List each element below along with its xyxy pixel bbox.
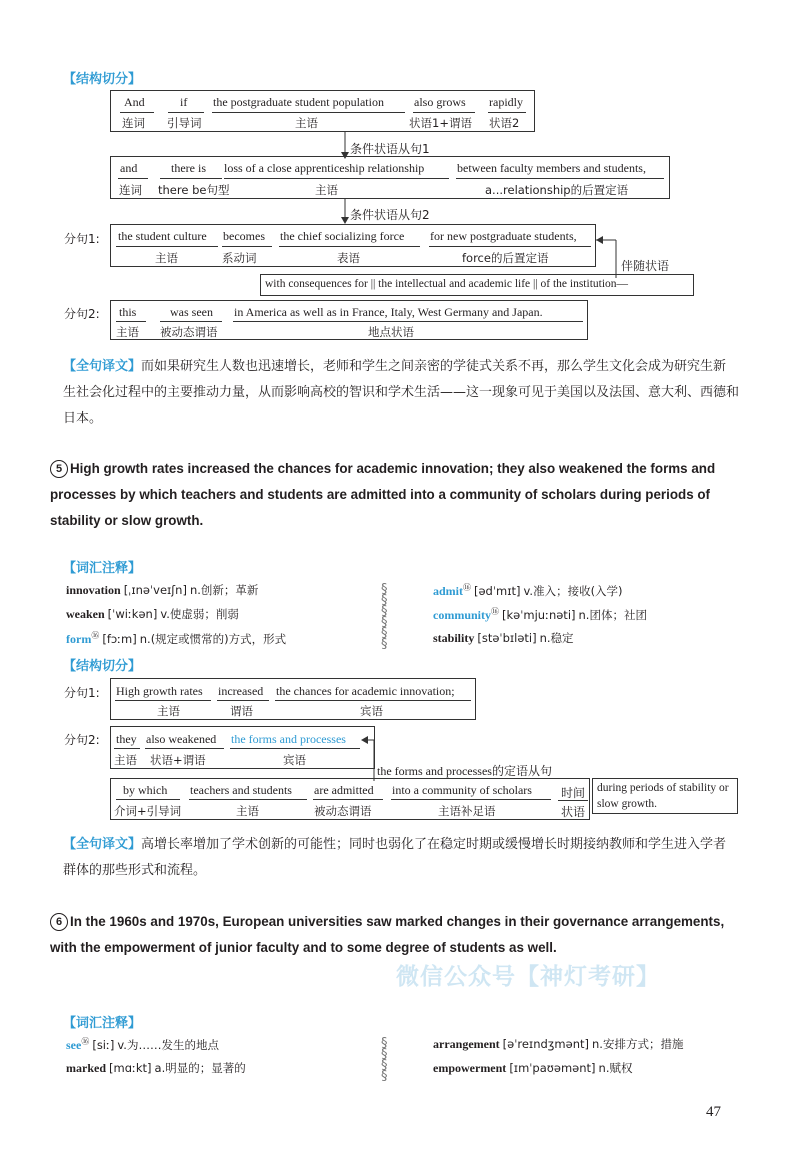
s4-b1-cn-3: 主语 <box>295 116 318 130</box>
s5-b1-underline <box>217 700 269 701</box>
s4-b4-en-3: in America as well as in France, Italy, West Germany and Japan. <box>234 305 543 319</box>
vocab-tag-s6: 【词汇注释】 <box>63 1016 142 1031</box>
s5-clause1-label: 分句1: <box>64 686 100 700</box>
s5-attr-label: the forms and processes的定语从句 <box>377 764 552 778</box>
vocab-phonetic: [ˈwiːkən] <box>107 607 158 621</box>
s4-b3-underline <box>222 246 272 247</box>
s4-b1-underline <box>413 112 475 113</box>
s4-b1-cn-5: 状语2 <box>489 116 520 130</box>
s4-b2-en-2: there is <box>171 161 206 175</box>
vocab-phonetic: [ˌɪnəˈveɪʃn] <box>123 583 187 597</box>
s4-b1-en-1: And <box>124 95 145 109</box>
s5-translation-paragraph <box>63 832 739 884</box>
s4-b1-en-4: also grows <box>414 95 466 109</box>
s4-accompany-label: 伴随状语 <box>621 259 670 273</box>
s5-b3-cn-3: 被动态谓语 <box>314 804 372 818</box>
s4-translation-paragraph <box>63 354 739 432</box>
s4-consequences-text: with consequences for || the intellectual and academic life || of the institution— <box>265 278 629 290</box>
s4-b2-cn-1: 连词 <box>119 183 142 197</box>
vocab-word: arrangement <box>433 1037 500 1051</box>
vocab-meaning: n.安排方式；措施 <box>592 1037 684 1051</box>
s4-b3-en-2: becomes <box>223 229 265 243</box>
s4-b1-cn-2: 引导词 <box>167 116 202 130</box>
vocab-word: stability <box>433 631 475 645</box>
s5-b1-cn-1: 主语 <box>157 704 180 718</box>
vocab-word: marked <box>66 1061 106 1075</box>
s5-clause2-label: 分句2: <box>64 733 100 747</box>
s5-vocab-form <box>66 630 286 647</box>
s4-b1-cn-1: 连词 <box>122 116 145 130</box>
s4-translation-text: 而如果研究生人数也迅速增长，老师和学生之间亲密的学徒式关系不再，那么学生文化会成为研究生新生社会化过程中的主要推动力量，从而影响高校的智识和学术生活——这一现象可见于美国以及法国、意大利、西德和日本。 <box>63 359 740 426</box>
s4-b3-underline <box>279 246 420 247</box>
s4-b3-cn-3: 表语 <box>337 251 360 265</box>
s5-b3-en-1: by which <box>123 783 168 797</box>
s5-time-label: 时间 <box>561 786 586 800</box>
s5-b1-cn-3: 宾语 <box>360 704 383 718</box>
s4-b3-cn-1: 主语 <box>155 251 178 265</box>
structure-tag-s4: 【结构切分】 <box>63 72 142 87</box>
s4-b1-underline <box>488 112 526 113</box>
s5-b1-en-3: the chances for academic innovation; <box>276 684 455 698</box>
s5-during-text: during periods of stability or slow growth. <box>597 782 729 810</box>
s4-b4-underline <box>116 321 146 322</box>
structure-tag-s5: 【结构切分】 <box>63 659 142 674</box>
s5-b3-cn-1: 介词+引导词 <box>114 804 182 818</box>
s5-b2-en-1: they <box>116 732 137 746</box>
s5-b2-underline <box>114 748 140 749</box>
s5-b1-cn-2: 谓语 <box>230 704 253 718</box>
s4-b1-en-2: if <box>180 95 188 109</box>
s5-b3-en-4: into a community of scholars <box>392 783 532 797</box>
s6-sentence-paragraph <box>50 909 740 961</box>
s5-time-underline <box>558 800 588 801</box>
s4-b2-en-4: between faculty members and students, <box>457 161 646 175</box>
vocab-phonetic: [mɑːkt] <box>109 1061 152 1075</box>
s5-b2-en-2: also weakened <box>146 732 217 746</box>
s4-b2-underline <box>224 178 449 179</box>
s5-b3-en-3: are admitted <box>314 783 374 797</box>
s5-b3-cn-4: 主语补足语 <box>438 804 496 818</box>
s5-sentence-paragraph <box>50 456 740 534</box>
s4-b2-underline <box>456 178 664 179</box>
s5-sentence-text: High growth rates increased the chances for academic innovation; they also weakened the forms and processes by which teachers and students are admitted into a community of scholars during periods of stability or slow growth. <box>50 461 716 528</box>
vocab-phonetic: [ɪmˈpaʊəmənt] <box>509 1061 596 1075</box>
s6-number: 6 <box>50 913 68 931</box>
s4-b4-en-1: this <box>119 305 137 319</box>
s4-b3-cn-2: 系动词 <box>222 251 257 265</box>
s4-b2-cn-3: 主语 <box>315 183 338 197</box>
s6-sentence-text: In the 1960s and 1970s, European universities saw marked changes in their governance arrangements, with the empowerment of junior faculty and to some degree of students as well. <box>50 914 725 955</box>
vocab-meaning: n.稳定 <box>539 631 574 645</box>
vocab-word: form <box>66 632 92 646</box>
s5-b3-underline <box>313 799 383 800</box>
vocab-divider: § § § § § § <box>381 582 388 652</box>
watermark: 微信公众号【神灯考研】 <box>396 964 660 990</box>
s4-b4-cn-3: 地点状语 <box>368 325 414 339</box>
s5-b1-underline <box>275 700 471 701</box>
s4-b2-en-1: and <box>120 161 138 175</box>
s6-vocab-arrangement <box>433 1036 683 1052</box>
s5-vocab-innovation <box>66 582 258 598</box>
s5-b2-cn-1: 主语 <box>114 753 137 767</box>
vocab-meaning: v.准入；接收(入学) <box>523 584 623 598</box>
vocab-meaning: a.明显的；显著的 <box>154 1061 246 1075</box>
vocab-meaning: v.使虚弱；削弱 <box>160 607 239 621</box>
s4-clause1-label: 分句1: <box>64 232 100 246</box>
vocab-meaning: n.赋权 <box>598 1061 633 1075</box>
vocab-word: empowerment <box>433 1061 507 1075</box>
vocab-sup: ⑯ <box>463 583 471 592</box>
s4-b3-en-1: the student culture <box>118 229 207 243</box>
s4-b2-underline <box>160 178 222 179</box>
s4-b3-cn-4: force的后置定语 <box>462 251 549 265</box>
s5-b2-cn-2: 状语+谓语 <box>150 753 206 767</box>
s6-vocab-marked <box>66 1060 246 1076</box>
s5-b1-en-2: increased <box>218 684 264 698</box>
s5-b1-en-1: High growth rates <box>116 684 203 698</box>
s5-b2-underline <box>145 748 224 749</box>
s4-b2-cn-4: a...relationship的后置定语 <box>485 183 629 197</box>
s5-b2-underline <box>230 748 360 749</box>
s5-number: 5 <box>50 460 68 478</box>
vocab-meaning: n.团体；社团 <box>578 608 647 622</box>
s4-b3-underline <box>116 246 218 247</box>
s4-b3-en-4: for new postgraduate students, <box>430 229 577 243</box>
s4-b2-cn-2: there be句型 <box>158 183 230 197</box>
page-number: 47 <box>706 1104 721 1120</box>
s5-vocab-weaken <box>66 606 239 622</box>
vocab-phonetic: [əˈreɪndʒmənt] <box>502 1037 589 1051</box>
s4-arrow-1-label: 条件状语从句1 <box>350 142 430 156</box>
s6-vocab-see <box>66 1036 219 1053</box>
vocab-tag-s5: 【词汇注释】 <box>63 561 142 576</box>
s4-translation-tag: 【全句译文】 <box>63 359 142 374</box>
s4-b3-en-3: the chief socializing force <box>280 229 405 243</box>
s5-b3-cn-2: 主语 <box>236 804 259 818</box>
s4-b1-cn-4: 状语1+谓语 <box>409 116 472 130</box>
vocab-word: weaken <box>66 607 105 621</box>
s4-b1-underline <box>120 112 154 113</box>
vocab-phonetic: [fɔːm] <box>102 632 137 646</box>
s5-vocab-stability <box>433 630 574 646</box>
vocab-meaning: v.为……发生的地点 <box>117 1038 219 1052</box>
s5-adv-label: 状语 <box>561 805 586 819</box>
s5-vocab-community <box>433 606 647 623</box>
s4-b4-en-2: was seen <box>170 305 213 319</box>
s4-b1-en-5: rapidly <box>489 95 523 109</box>
s4-b2-en-3: loss of a close apprenticeship relationship <box>224 161 425 175</box>
s6-vocab-empowerment <box>433 1060 632 1076</box>
s4-b2-underline <box>118 178 148 179</box>
vocab-word: community <box>433 608 491 622</box>
s5-b3-underline <box>189 799 307 800</box>
vocab-phonetic: [kəˈmjuːnəti] <box>502 608 576 622</box>
s5-b2-en-3: the forms and processes <box>231 732 346 746</box>
vocab-meaning: n.创新；革新 <box>189 583 259 597</box>
s4-b1-underline <box>212 112 405 113</box>
s4-b4-cn-2: 被动态谓语 <box>160 325 218 339</box>
s4-clause2-label: 分句2: <box>64 307 100 321</box>
s5-b1-underline <box>115 700 211 701</box>
s5-translation-text: 高增长率增加了学术创新的可能性；同时也弱化了在稳定时期或缓慢增长时期接纳教师和学生进入学者群体的那些形式和流程。 <box>63 837 727 878</box>
s4-b1-en-3: the postgraduate student population <box>213 95 384 109</box>
s5-b2-cn-3: 宾语 <box>283 753 306 767</box>
s5-b3-en-2: teachers and students <box>190 783 292 797</box>
vocab-word: innovation <box>66 583 121 597</box>
vocab-phonetic: [ədˈmɪt] <box>474 584 521 598</box>
s4-b4-cn-1: 主语 <box>116 325 139 339</box>
s4-b4-underline <box>233 321 583 322</box>
vocab-phonetic: [siː] <box>92 1038 115 1052</box>
s5-b3-underline <box>391 799 551 800</box>
s4-b1-underline <box>168 112 204 113</box>
vocab-sup: ⑯ <box>81 1037 90 1046</box>
vocab-divider: § § § § <box>381 1036 388 1084</box>
vocab-sup: ⑯ <box>491 607 499 616</box>
vocab-phonetic: [stəˈbɪləti] <box>477 631 537 645</box>
vocab-word: admit <box>433 584 463 598</box>
s4-b3-underline <box>429 246 591 247</box>
vocab-sup: ⑯ <box>91 631 100 640</box>
s4-b4-underline <box>160 321 222 322</box>
vocab-word: see <box>66 1038 82 1052</box>
s5-b3-underline <box>116 799 180 800</box>
s5-translation-tag: 【全句译文】 <box>63 837 142 852</box>
s4-arrow-2-label: 条件状语从句2 <box>350 208 430 222</box>
s5-vocab-admit <box>433 582 623 599</box>
vocab-meaning: n.(规定或惯常的)方式，形式 <box>139 632 287 646</box>
